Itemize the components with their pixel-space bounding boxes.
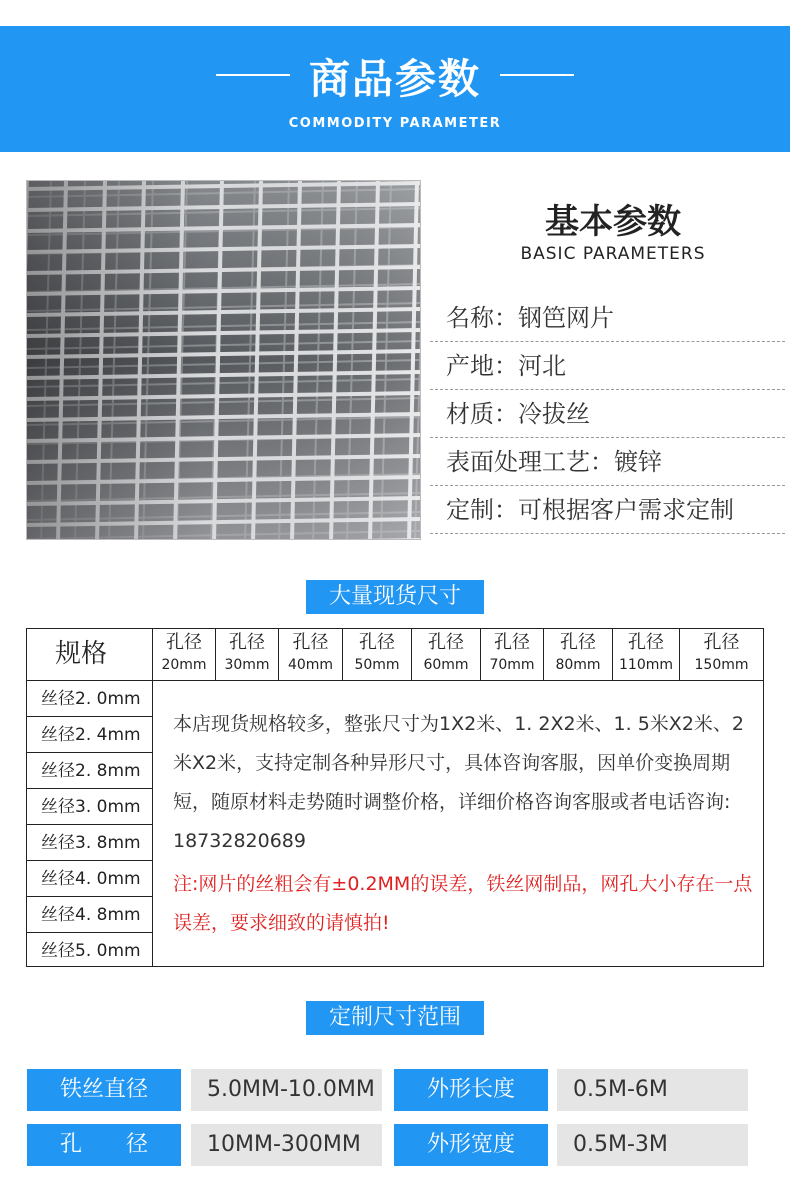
hole-label: 孔径 [292,632,329,653]
hole-column [412,629,481,680]
param-name: 名称：钢笆网片 [430,294,785,342]
hole-size: 70mm [489,657,535,673]
hole-column [343,629,412,680]
hole-size: 60mm [423,657,469,673]
header-banner [0,26,790,152]
hole-size: 30mm [224,657,270,673]
page-title: 商品参数 [309,55,481,103]
basic-params-subtitle: BASIC PARAMETERS [520,244,706,264]
hole-size: 20mm [161,657,207,673]
tolerance-warning: 注:网片的丝粗会有±0.2MM的误差，铁丝网制品，网孔大小存在一点误差，要求细致的请慎拍! [173,873,753,934]
divider-right [500,74,574,76]
hole-column [680,629,763,680]
hole-label: 孔径 [703,632,740,653]
wire-diameter-row: 丝径2. 0mm [27,681,153,717]
wire-diameter-value: 5.0MM-10.0MM [191,1069,382,1111]
hole-column [153,629,216,680]
hole-label: 孔径 [359,632,395,653]
hole-column [216,629,279,680]
outer-length-label: 外形长度 [394,1069,548,1111]
hole-size: 150mm [694,657,749,673]
hole-size: 80mm [555,657,601,673]
hole-size: 110mm [619,657,673,673]
spec-table-header [27,629,763,681]
hole-size: 40mm [287,657,334,673]
hole-size-label: 孔 径 [27,1124,181,1166]
wire-diameter-row: 丝径3. 8mm [27,825,153,861]
outer-length-value: 0.5M-6M [557,1069,748,1111]
hole-column [544,629,613,680]
wire-diameter-label: 铁丝直径 [27,1069,181,1111]
wire-diameter-row: 丝径3. 0mm [27,789,153,825]
custom-range-tag: 定制尺寸范围 [306,1001,484,1035]
spec-table [26,628,764,967]
hole-column [613,629,680,680]
spec-label: 规格 [27,629,153,680]
hole-size: 50mm [354,657,400,673]
param-material: 材质：冷拔丝 [430,390,785,438]
hole-label: 孔径 [494,632,530,653]
outer-width-value: 0.5M-3M [557,1124,748,1166]
wire-diameter-row: 丝径2. 4mm [27,717,153,753]
product-photo [26,180,421,540]
hole-label: 孔径 [166,632,202,653]
param-surface: 表面处理工艺：镀锌 [430,438,785,486]
hole-label: 孔径 [229,632,265,653]
wire-mesh-image [27,181,421,540]
wire-diameter-row: 丝径5. 0mm [27,933,153,966]
hole-column [279,629,343,680]
basic-params-title: 基本参数 [545,202,681,242]
hole-label: 孔径 [628,632,664,653]
hole-label: 孔径 [428,632,464,653]
hole-column [481,629,544,680]
param-custom: 定制：可根据客户需求定制 [430,486,785,534]
hole-label: 孔径 [560,632,596,653]
hole-size-value: 10MM-300MM [191,1124,382,1166]
wire-diameter-row: 丝径2. 8mm [27,753,153,789]
stock-sizes-tag: 大量现货尺寸 [306,580,484,614]
outer-width-label: 外形宽度 [394,1124,548,1166]
wire-diameter-row: 丝径4. 8mm [27,897,153,933]
page-subtitle: COMMODITY PARAMETER [288,116,502,131]
stock-note: 本店现货规格较多，整张尺寸为1X2米、1. 2X2米、1. 5米X2米、2米X2米，支持定制各种异形尺寸，具体咨询客服，因单价变换周期短，随原材料走势随时调整价格，详细价格咨询客服或者电话咨询: 18732820689 [173,713,745,852]
wire-diameter-row: 丝径4. 0mm [27,861,153,897]
param-origin: 产地：河北 [430,342,785,390]
